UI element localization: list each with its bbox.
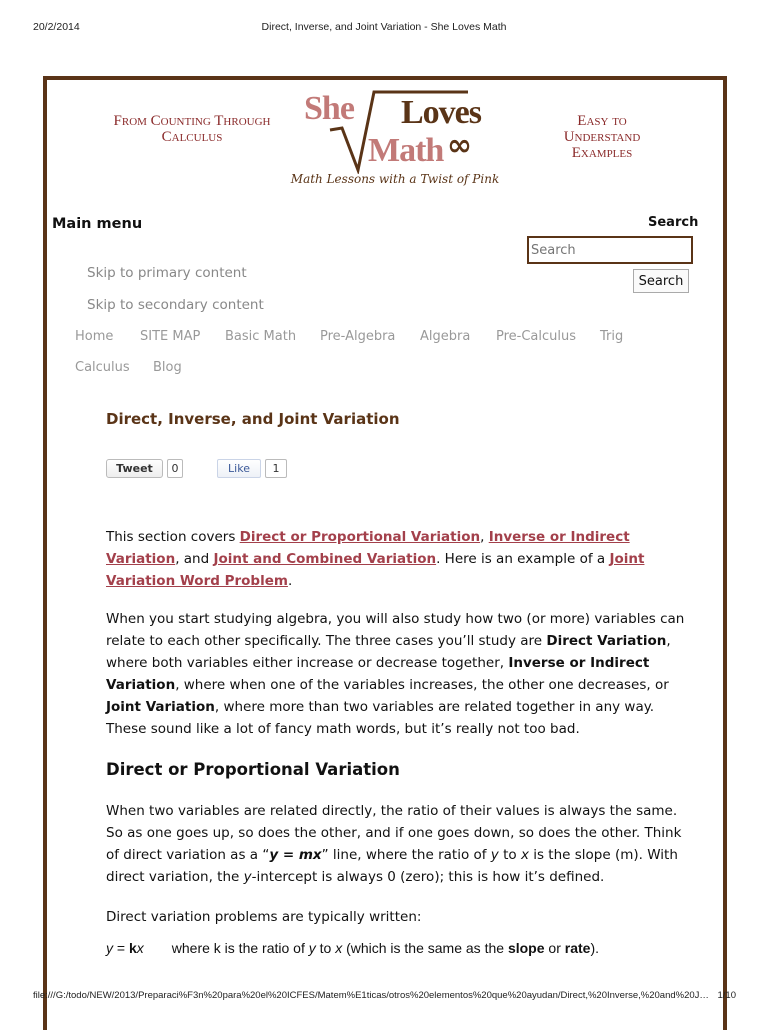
skip-to-secondary-link[interactable]: Skip to secondary content	[87, 297, 264, 313]
text: . Here is an example of a	[436, 551, 610, 567]
term-direct-variation: Direct Variation	[546, 633, 667, 649]
var-y: y	[308, 940, 316, 956]
print-url: file:///G:/todo/NEW/2013/Preparaci%F3n%20para%20el%20ICFES/Matem%E1ticas/otros%20elementos%20que%20ayudan/Direct,%20Inverse,%20and%20J…	[33, 990, 709, 1001]
link-direct-variation[interactable]: Direct or Proportional Variation	[239, 529, 481, 545]
text: , where more than two variables are related together in any way. These sound like a lot of fancy math words, but it’s really not too bad.	[106, 699, 655, 737]
typical-form-paragraph: Direct variation problems are typically written:	[106, 909, 422, 925]
var-x: x	[136, 940, 144, 956]
text: , where when one of the variables increases, the other one decreases, or	[175, 677, 669, 693]
nav-item-home[interactable]: Home	[75, 329, 114, 344]
print-header	[0, 0, 768, 40]
intro-paragraph	[106, 526, 686, 592]
tagline-left: From Counting Through Calculus	[113, 113, 271, 145]
constant-k: k	[128, 940, 137, 956]
nav-item-site-map[interactable]: SITE MAP	[140, 329, 201, 344]
nav-item-calculus[interactable]: Calculus	[75, 360, 130, 375]
text: When you start studying algebra, you will also study how two (or more) variables can relate to each other specifically. The three cases you’ll study are	[106, 611, 685, 649]
text: , and	[175, 551, 214, 567]
var-y: y	[106, 940, 113, 956]
text: When two variables are related directly, the ratio of their values is always the same. So as one goes up, so does the other, and if one goes down, so does the other. Think of direct variation as a “	[106, 803, 682, 863]
text: ).	[590, 940, 599, 956]
text: where k is the ratio of	[171, 940, 309, 956]
print-title: Direct, Inverse, and Joint Variation - She Loves Math	[261, 21, 507, 33]
nav-item-pre-algebra[interactable]: Pre-Algebra	[320, 329, 396, 344]
text: =	[113, 940, 129, 956]
direct-variation-formula	[106, 940, 599, 956]
text: to	[315, 940, 336, 956]
text: is the slope (m). With direct variation, the	[106, 847, 678, 885]
like-count: 1	[265, 459, 287, 478]
text: ,	[480, 529, 489, 545]
logo-math: Math	[368, 132, 444, 169]
var-y: y	[243, 869, 252, 885]
text: This section covers	[106, 529, 240, 545]
var-y: y	[490, 847, 499, 863]
link-joint-variation[interactable]: Joint and Combined Variation	[213, 551, 437, 567]
equation: y = mx	[269, 847, 322, 863]
infinity-icon: ∞	[447, 128, 472, 163]
section-heading-direct-variation: Direct or Proportional Variation	[106, 760, 400, 779]
nav-item-blog[interactable]: Blog	[153, 360, 182, 375]
text: ” line, where the ratio of	[321, 847, 491, 863]
term-joint-variation: Joint Variation	[106, 699, 215, 715]
text: .	[287, 573, 293, 589]
nav-item-trig[interactable]: Trig	[600, 329, 624, 344]
search-input[interactable]	[527, 236, 693, 264]
skip-to-primary-link[interactable]: Skip to primary content	[87, 265, 247, 281]
var-x: x	[520, 847, 529, 863]
print-date: 20/2/2014	[33, 21, 80, 33]
print-page-number: 1/10	[717, 990, 736, 1001]
tagline-right: Easy to Understand Examples	[563, 113, 641, 161]
text: , where both variables either increase or decrease together,	[106, 633, 671, 671]
logo-subtitle: Math Lessons with a Twist of Pink	[290, 172, 500, 186]
nav-item-algebra[interactable]: Algebra	[420, 329, 471, 344]
text: to	[498, 847, 521, 863]
search-label: Search	[648, 215, 699, 230]
term-rate: rate	[564, 940, 591, 956]
logo-she: She	[304, 90, 354, 127]
search-button[interactable]: Search	[633, 269, 689, 293]
direct-variation-paragraph	[106, 800, 686, 888]
overview-paragraph	[106, 608, 686, 740]
logo-loves: Loves	[401, 94, 481, 131]
main-menu-label[interactable]: Main menu	[52, 216, 143, 232]
tweet-count: 0	[167, 459, 183, 478]
text: -intercept is always 0 (zero); this is how it’s defined.	[251, 869, 605, 885]
link-joint-word-problem[interactable]: Joint Variation Word Problem	[106, 551, 645, 589]
nav-item-basic-math[interactable]: Basic Math	[225, 329, 297, 344]
tweet-button[interactable]: Tweet	[106, 459, 163, 478]
nav-item-pre-calculus[interactable]: Pre-Calculus	[496, 329, 577, 344]
page-frame	[43, 76, 727, 1030]
term-slope: slope	[507, 940, 545, 956]
text: (which is the same as the	[342, 940, 508, 956]
var-x: x	[335, 940, 343, 956]
like-button[interactable]: Like	[217, 459, 261, 478]
term-inverse-variation: Inverse or Indirect Variation	[106, 655, 650, 693]
post-title: Direct, Inverse, and Joint Variation	[106, 410, 400, 428]
text: or	[544, 940, 565, 956]
link-inverse-variation[interactable]: Inverse or Indirect Variation	[106, 529, 630, 567]
site-logo[interactable]	[290, 84, 500, 194]
